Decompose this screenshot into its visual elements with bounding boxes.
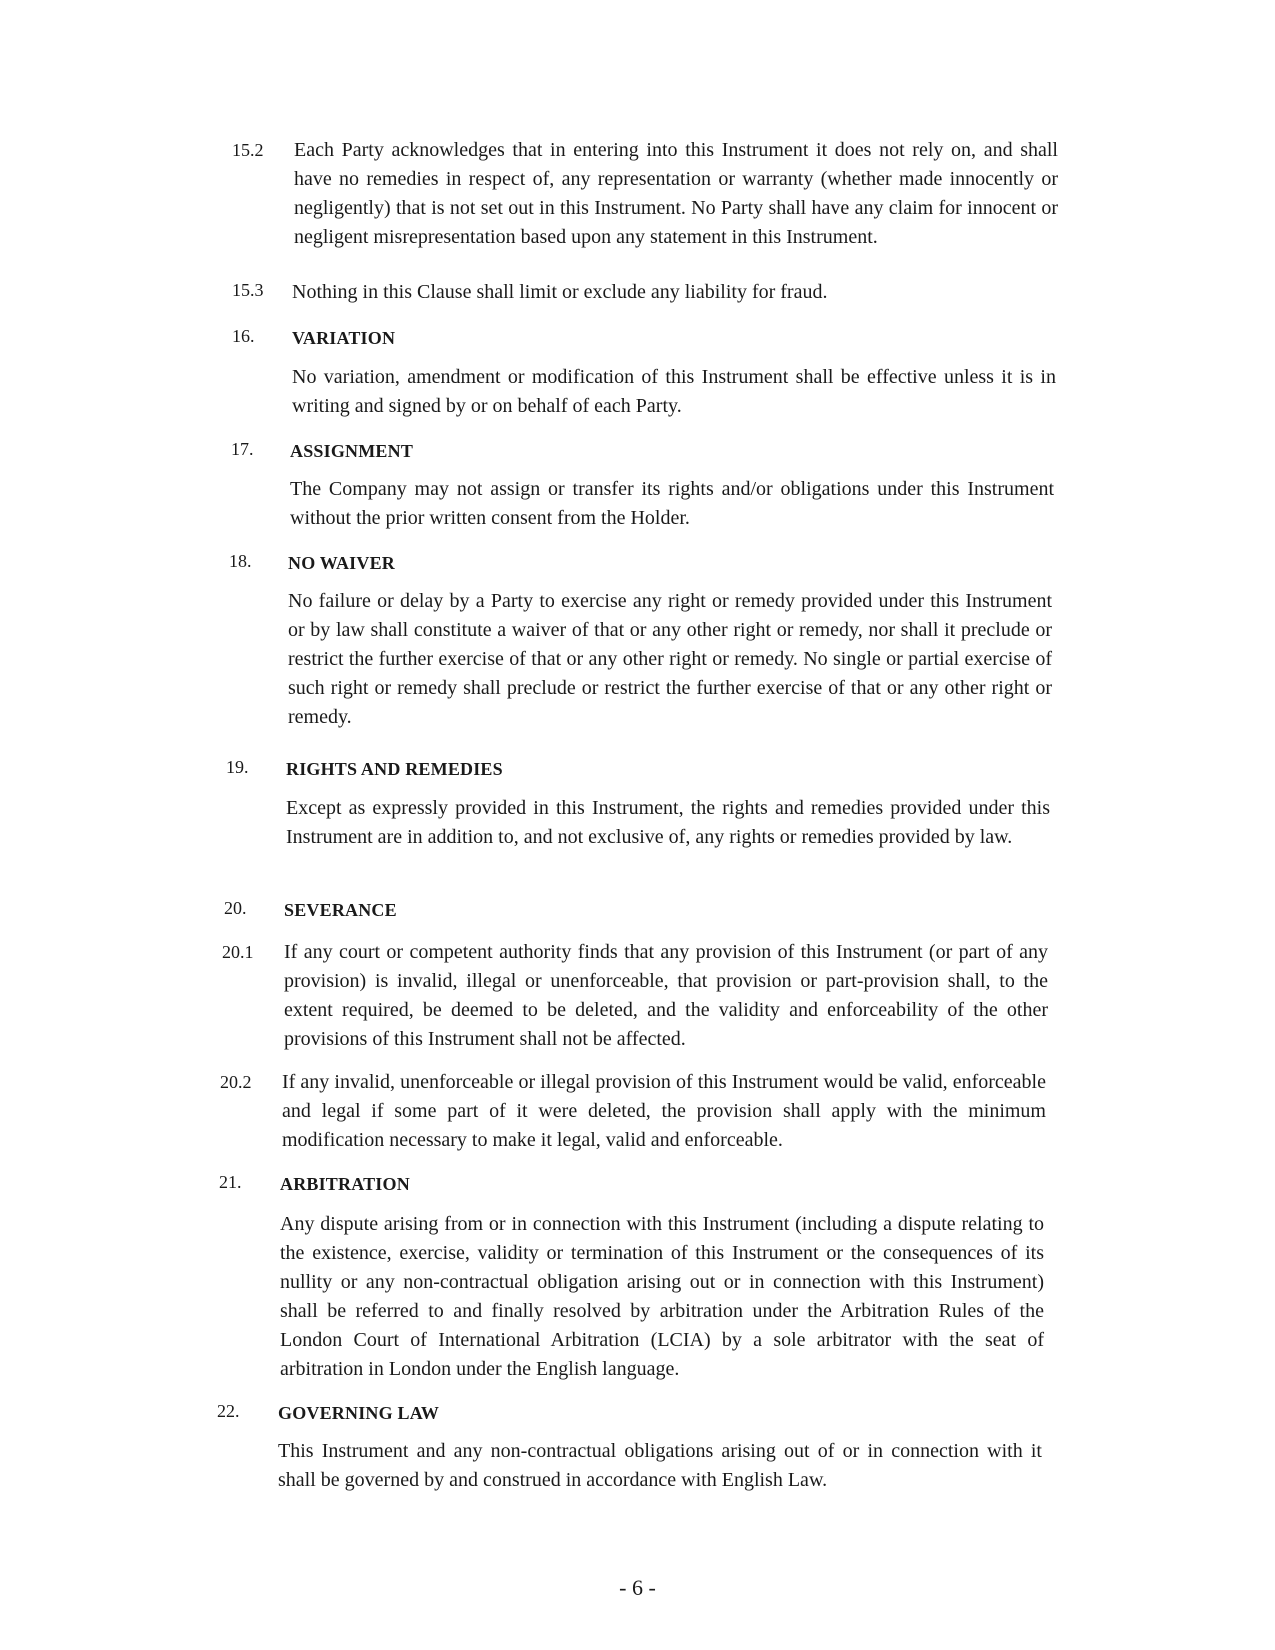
clause-text-22: This Instrument and any non-contractual obligations arising out of or in connection with it shall be governed by and construed in accordance with English Law.	[278, 1440, 1042, 1491]
clause-number-15-2: 15.2	[232, 140, 264, 160]
clause-number-20: 20.	[224, 898, 247, 918]
clause-number-18: 18.	[229, 551, 252, 571]
clause-number-19: 19.	[226, 757, 249, 777]
clause-number-21: 21.	[219, 1172, 242, 1192]
clause-heading-assignment: ASSIGNMENT	[290, 441, 414, 461]
clause-number-22: 22.	[217, 1401, 240, 1421]
clause-heading-severance: SEVERANCE	[284, 900, 397, 920]
clause-text-19: Except as expressly provided in this Instrument, the rights and remedies provided under this Instrument are in addition to, and not exclusive of, any rights or remedies provided by law.	[286, 797, 1050, 848]
clause-text-16: No variation, amendment or modification of this Instrument shall be effective unless it is in writing and signed by or on behalf of each Party.	[292, 366, 1056, 417]
clause-text-15-3: Nothing in this Clause shall limit or exclude any liability for fraud.	[292, 281, 828, 303]
clause-number-20-1: 20.1	[222, 942, 254, 962]
clause-heading-variation: VARIATION	[292, 328, 396, 348]
clause-number-16: 16.	[232, 326, 255, 346]
clause-number-17: 17.	[231, 439, 254, 459]
clause-heading-governing-law: GOVERNING LAW	[278, 1403, 440, 1423]
clause-number-15-3: 15.3	[232, 280, 264, 300]
clause-text-20-2: If any invalid, unenforceable or illegal provision of this Instrument would be valid, enforceable and legal if some part of it were deleted, the provision shall apply with the minimum modification necessary to make it legal, valid and enforceable.	[282, 1071, 1046, 1151]
clause-text-15-2: Each Party acknowledges that in entering into this Instrument it does not rely on, and shall have no remedies in respect of, any representation or warranty (whether made innocently or negligently) that is not set out in this Instrument. No Party shall have any claim for innocent or negligent misrepresentation based upon any statement in this Instrument.	[294, 139, 1058, 248]
clause-text-17: The Company may not assign or transfer its rights and/or obligations under this Instrument without the prior written consent from the Holder.	[290, 478, 1054, 529]
clause-text-21: Any dispute arising from or in connection with this Instrument (including a dispute relating to the existence, exercise, validity or termination of this Instrument or the consequences of its nullity or any non-contractual obligation arising out or in connection with this Instrument) shall be referred to and finally resolved by arbitration under the Arbitration Rules of the London Court of International Arbitration (LCIA) by a sole arbitrator with the seat of arbitration in London under the English language.	[280, 1213, 1044, 1380]
clause-heading-no-waiver: NO WAIVER	[288, 553, 395, 573]
clause-text-18: No failure or delay by a Party to exercise any right or remedy provided under this Instrument or by law shall constitute a waiver of that or any other right or remedy, nor shall it preclude or restrict the further exercise of that or any other right or remedy. No single or partial exercise of such right or remedy shall preclude or restrict the further exercise of that or any other right or remedy.	[288, 590, 1052, 728]
page-number: - 6 -	[619, 1575, 656, 1600]
clause-heading-arbitration: ARBITRATION	[280, 1174, 410, 1194]
clause-heading-rights-and-remedies: RIGHTS AND REMEDIES	[286, 759, 503, 779]
clause-number-20-2: 20.2	[220, 1072, 252, 1092]
clause-text-20-1: If any court or competent authority finds that any provision of this Instrument (or part of any provision) is invalid, illegal or unenforceable, that provision or part-provision shall, to the extent required, be deemed to be deleted, and the validity and enforceability of the other provisions of this Instrument shall not be affected.	[284, 941, 1048, 1050]
